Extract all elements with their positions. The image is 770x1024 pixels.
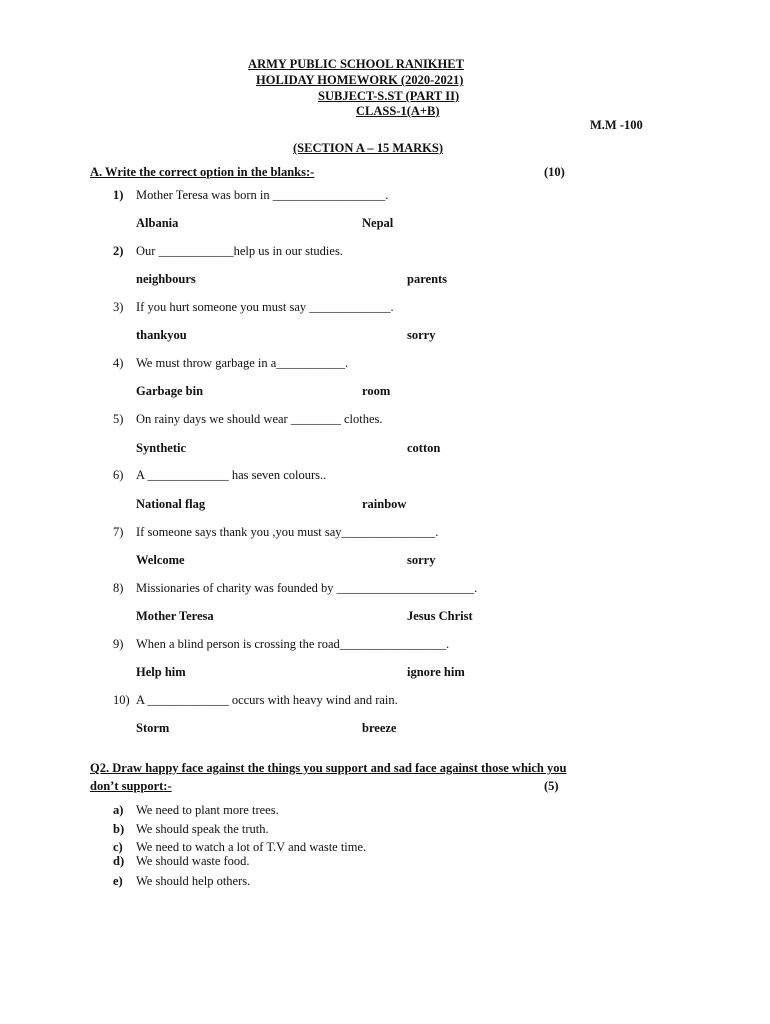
option-b: Jesus Christ (407, 609, 473, 623)
statement-text: We should waste food. (136, 854, 250, 868)
section-a-instruction: A. Write the correct option in the blanks:- (90, 165, 315, 179)
question-text: If someone says thank you ,you must say_______________. (136, 525, 439, 539)
option-a: neighbours (136, 272, 196, 286)
question-text: A _____________ has seven colours.. (136, 468, 327, 482)
max-marks: M.M -100 (590, 118, 643, 132)
option-b: rainbow (362, 497, 407, 511)
question-number: 3) (113, 300, 124, 314)
q2-heading-line1: Q2. Draw happy face against the things you support and sad face against those which you (90, 761, 567, 775)
option-a: Storm (136, 721, 170, 735)
q2-heading-line2: don’t support:- (90, 779, 172, 793)
option-a: Welcome (136, 553, 185, 567)
q2-marks: (5) (544, 779, 559, 793)
question-number: 8) (113, 581, 124, 595)
option-a: Albania (136, 216, 179, 230)
statement-label: c) (113, 840, 123, 854)
subject-title: SUBJECT-S.ST (PART II) (318, 89, 460, 103)
question-text: If you hurt someone you must say _____________. (136, 300, 394, 314)
option-b: Nepal (362, 216, 394, 230)
question-number: 1) (113, 188, 124, 202)
option-b: sorry (407, 328, 436, 342)
homework-title: HOLIDAY HOMEWORK (2020-2021) (256, 73, 464, 87)
question-text: When a blind person is crossing the road_________________. (136, 637, 450, 651)
option-a: National flag (136, 497, 206, 511)
section-a-title: (SECTION A – 15 MARKS) (293, 141, 444, 155)
statement-label: d) (113, 854, 125, 868)
question-number: 10) (113, 693, 130, 707)
statement-text: We should speak the truth. (136, 822, 269, 836)
statement-text: We need to watch a lot of T.V and waste time. (136, 840, 367, 854)
question-number: 5) (113, 412, 124, 426)
question-text: On rainy days we should wear ________ clothes. (136, 412, 383, 426)
question-number: 4) (113, 356, 124, 370)
statement-text: We need to plant more trees. (136, 803, 279, 817)
question-text: Missionaries of charity was founded by ______________________. (136, 581, 478, 595)
option-a: Synthetic (136, 441, 186, 455)
statement-text: We should help others. (136, 874, 251, 888)
option-b: room (362, 384, 391, 398)
option-a: Mother Teresa (136, 609, 214, 623)
option-b: ignore him (407, 665, 465, 679)
question-text: Our ____________help us in our studies. (136, 244, 343, 258)
school-name: ARMY PUBLIC SCHOOL RANIKHET (248, 57, 464, 71)
statement-label: b) (113, 822, 125, 836)
question-text: Mother Teresa was born in __________________. (136, 188, 389, 202)
question-text: We must throw garbage in a___________. (136, 356, 349, 370)
class-title: CLASS-1(A+B) (356, 104, 440, 118)
option-b: sorry (407, 553, 436, 567)
statement-label: a) (113, 803, 124, 817)
option-b: cotton (407, 441, 441, 455)
question-text: A _____________ occurs with heavy wind and rain. (136, 693, 398, 707)
question-number: 6) (113, 468, 124, 482)
statement-label: e) (113, 874, 123, 888)
question-number: 7) (113, 525, 124, 539)
option-b: parents (407, 272, 448, 286)
section-a-marks: (10) (544, 165, 565, 179)
option-a: thankyou (136, 328, 187, 342)
question-number: 2) (113, 244, 124, 258)
question-number: 9) (113, 637, 124, 651)
option-a: Help him (136, 665, 186, 679)
option-a: Garbage bin (136, 384, 204, 398)
option-b: breeze (362, 721, 397, 735)
